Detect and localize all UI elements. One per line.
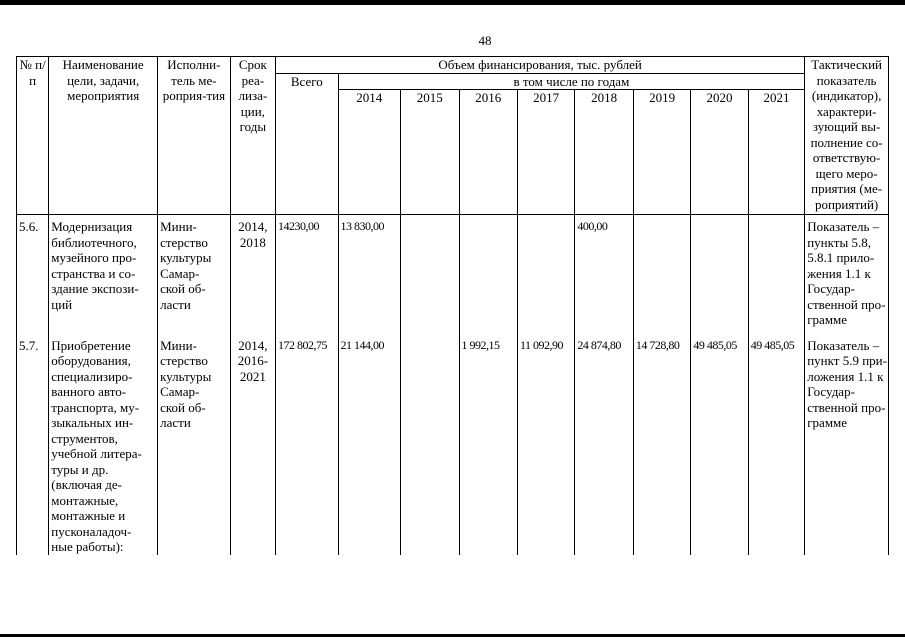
row-2021: [748, 215, 804, 328]
header-year-2016: 2016: [459, 90, 517, 215]
bottom-border-rule: [0, 634, 905, 637]
row-2017: 11 092,90: [517, 328, 574, 555]
executor-line: ской об-: [160, 399, 206, 415]
header-no: № п/п: [17, 57, 49, 215]
row-2015: [401, 215, 459, 328]
name-line: музейного про-: [51, 250, 137, 265]
name-line: специализиро-: [51, 368, 133, 384]
name-line: струментов,: [51, 430, 118, 446]
executor-line: ласти: [160, 296, 191, 312]
name-line: ные работы):: [51, 539, 124, 554]
header-term: Срок реа-лиза-ции, годы: [230, 57, 275, 215]
name-line: туры и др.: [51, 461, 109, 477]
row-2019: [633, 215, 690, 328]
term-line: 2014,: [238, 219, 268, 234]
header-year-2021: 2021: [748, 90, 804, 215]
name-line: (включая де-: [51, 477, 122, 492]
term-line: 2016-: [237, 353, 269, 368]
name-line: монтажные и: [51, 508, 126, 523]
table-row: [17, 215, 889, 328]
header-year-2014: 2014: [338, 90, 401, 215]
executor-line: стерство: [160, 234, 208, 250]
executor-line: ской об-: [160, 281, 206, 296]
row-2020: [691, 215, 748, 328]
table-header: [17, 57, 889, 215]
name-line: пусконаладоч-: [51, 523, 132, 539]
indicator-line: грамме: [807, 312, 848, 327]
indicator-line: пункты 5.8,: [807, 234, 871, 250]
row-2014: 13 830,00: [338, 215, 401, 328]
row-term: [230, 328, 275, 555]
header-year-2019: 2019: [633, 90, 690, 215]
header-year-2018: 2018: [575, 90, 633, 215]
executor-line: стерство: [160, 353, 208, 368]
row-executor: [158, 328, 231, 555]
row-indicator: [805, 328, 889, 555]
top-border-rule: [0, 0, 905, 5]
row-2018: 400,00: [575, 215, 633, 328]
name-line: ванного авто-: [51, 384, 127, 399]
row-executor: [158, 215, 231, 328]
term-line: 2014,: [238, 337, 268, 353]
executor-line: Самар-: [160, 384, 200, 399]
header-total: Всего: [276, 73, 339, 215]
name-line: Приобретение: [51, 337, 131, 353]
executor-line: Мини-: [160, 219, 197, 234]
header-indicator: Тактический показатель (индикатор), характери-зующий вы-полнение со-ответствую-щего меро-приятия (ме-роприятий): [805, 57, 889, 215]
page-number: 48: [478, 33, 492, 48]
executor-line: культуры: [160, 250, 212, 265]
name-line: монтажные,: [51, 492, 119, 508]
header-year-2015: 2015: [401, 90, 459, 215]
name-line: Модернизация: [51, 219, 133, 234]
executor-line: культуры: [160, 368, 212, 384]
indicator-line: пункт 5.9 при-: [807, 353, 887, 368]
header-name: Наименование цели, задачи, мероприятия: [49, 57, 158, 215]
funding-table: [16, 56, 889, 555]
row-2018: 24 874,80: [575, 328, 633, 555]
row-indicator: [805, 215, 889, 328]
name-line: ций: [51, 296, 73, 312]
term-line: 2018: [239, 234, 266, 250]
row-2014: 21 144,00: [338, 328, 401, 555]
indicator-line: ственной про-: [807, 399, 886, 415]
indicator-line: ложения 1.1 к: [807, 368, 884, 384]
header-by-years: в том числе по годам: [338, 73, 805, 90]
row-total: 172 802,75: [276, 328, 339, 555]
row-2016: 1 992,15: [459, 328, 517, 555]
row-2017: [517, 215, 574, 328]
indicator-line: Показатель –: [807, 219, 880, 234]
name-line: здание экспози-: [51, 281, 139, 296]
row-number: 5.6.: [17, 215, 49, 328]
name-line: библиотечного,: [51, 234, 137, 250]
indicator-line: 5.8.1 прило-: [807, 250, 875, 265]
row-2019: 14 728,80: [633, 328, 690, 555]
name-line: оборудования,: [51, 353, 131, 368]
indicator-line: Показатель –: [807, 337, 880, 353]
executor-line: Мини-: [160, 337, 197, 353]
row-total: 14230,00: [276, 215, 339, 328]
name-line: транспорта, му-: [51, 399, 140, 415]
executor-line: Самар-: [160, 265, 200, 281]
term-line: 2021: [239, 368, 266, 384]
row-name: [49, 328, 158, 555]
row-2021: 49 485,05: [748, 328, 804, 555]
row-name: [49, 215, 158, 328]
header-funding: Объем финансирования, тыс. рублей: [276, 57, 805, 74]
indicator-line: ственной про-: [807, 296, 886, 312]
table-row: [17, 328, 889, 555]
indicator-line: Государ-: [807, 281, 855, 296]
header-year-2017: 2017: [517, 90, 574, 215]
row-2016: [459, 215, 517, 328]
indicator-line: жения 1.1 к: [807, 265, 871, 281]
row-number: 5.7.: [17, 328, 49, 555]
header-executor: Исполни-тель ме-роприя-тия: [158, 57, 231, 215]
row-2020: 49 485,05: [691, 328, 748, 555]
name-line: учебной литера-: [51, 446, 142, 461]
name-line: зыкальных ин-: [51, 415, 134, 430]
row-term: [230, 215, 275, 328]
name-line: странства и со-: [51, 265, 136, 281]
header-year-2020: 2020: [691, 90, 748, 215]
indicator-line: грамме: [807, 415, 848, 430]
row-2015: [401, 328, 459, 555]
indicator-line: Государ-: [807, 384, 855, 399]
executor-line: ласти: [160, 415, 191, 430]
